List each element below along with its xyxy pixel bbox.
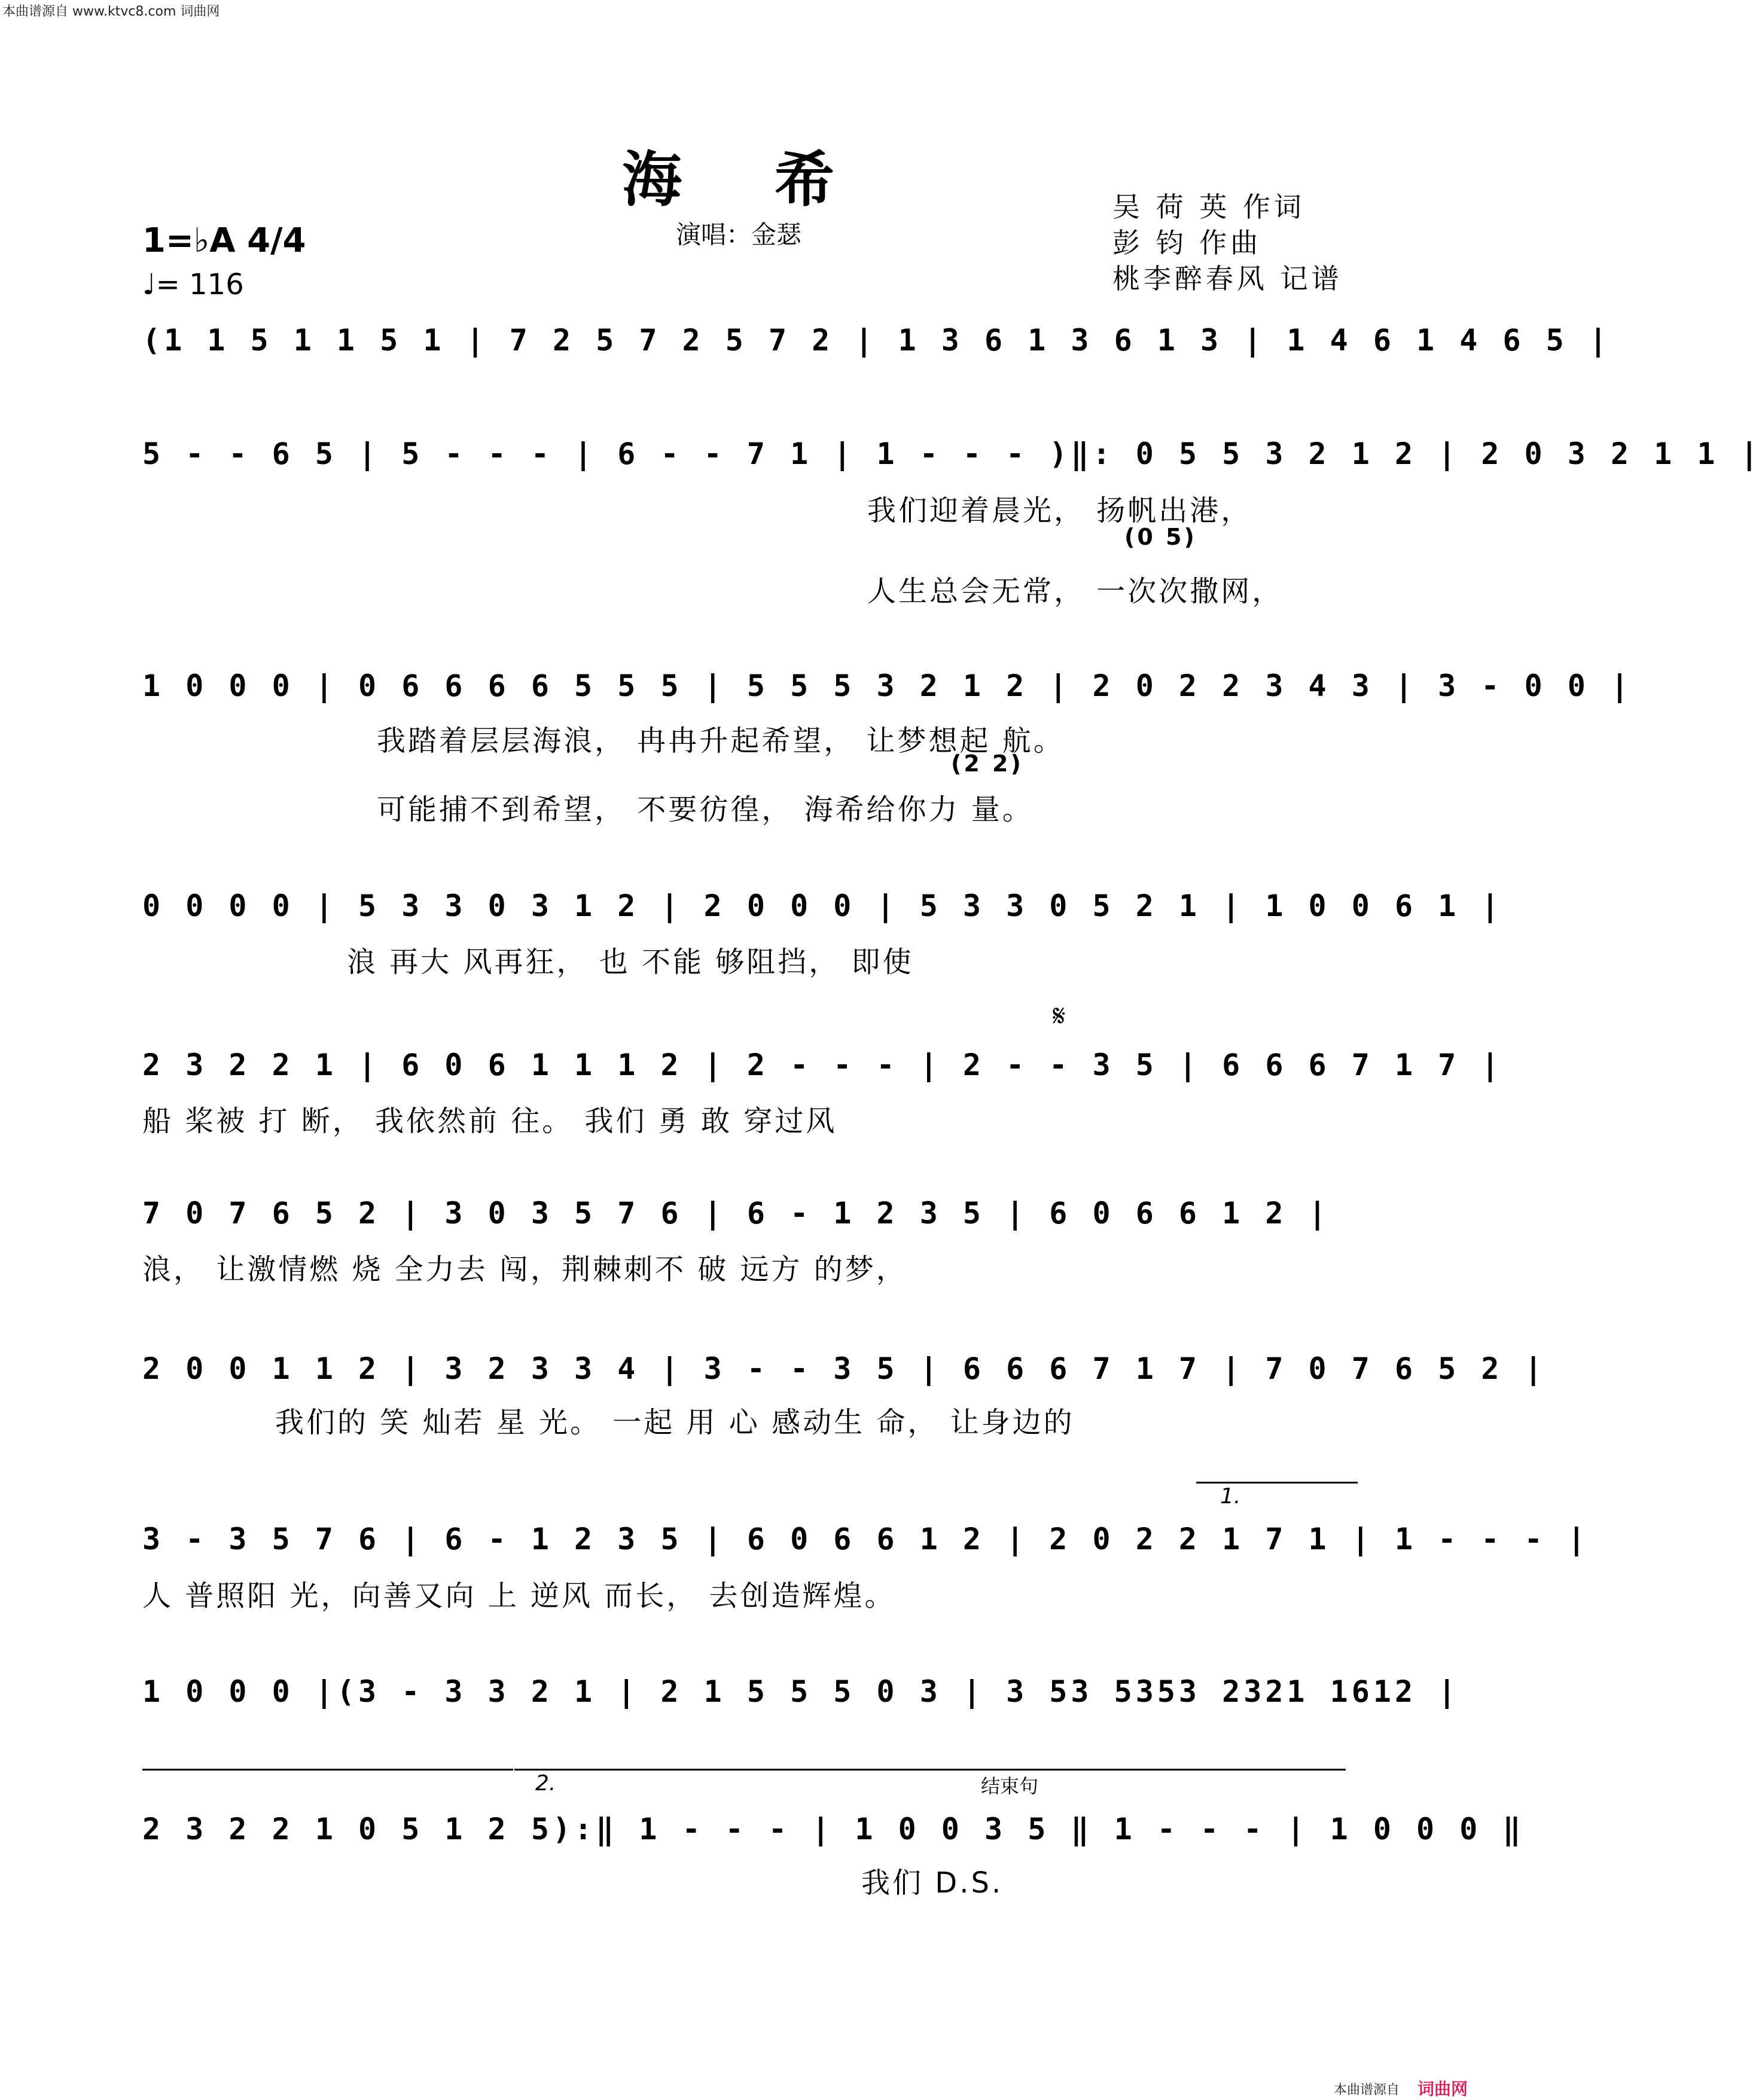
lyric-line-2b: 人生总会无常， 一次次撒网， bbox=[867, 575, 1284, 608]
score-line-8: 3 - 3 5 7 6 | 6 - 1 2 3 5 | 6 0 6 6 1 2 | 2 0 2 2 1 7 1 | 1 - - - | bbox=[142, 1522, 1589, 1556]
second-ending-label: 2. bbox=[535, 1771, 556, 1796]
repeat-bracket-main bbox=[142, 1769, 513, 1771]
score-line-2: 5 - - 6 5 | 5 - - - | 6 - - 7 1 | 1 - - - )‖: 0 5 5 3 2 1 2 | 2 0 3 2 1 1 | bbox=[142, 437, 1762, 471]
coda-bracket bbox=[957, 1769, 1346, 1771]
lyric-line-6: 浪， 让激情燃 烧 全力去 闯，荆棘刺不 破 远方 的梦， bbox=[142, 1253, 907, 1286]
first-ending-bracket bbox=[1196, 1482, 1358, 1484]
lyric-line-2-alt: (0 5) bbox=[1124, 524, 1197, 550]
watermark-bottom: 本曲谱源自 bbox=[1334, 2083, 1400, 2098]
lyric-line-5: 船 桨被 打 断， 我依然前 往。 我们 勇 敢 穿过风 bbox=[142, 1104, 837, 1138]
segno-sign: 𝄋 bbox=[1053, 999, 1066, 1033]
lyric-line-4: 浪 再大 风再狂， 也 不能 够阻挡， 即使 bbox=[347, 945, 914, 979]
transcriber-credit: 桃李醉春风 记谱 bbox=[1112, 262, 1343, 295]
second-ending-bracket bbox=[514, 1769, 957, 1771]
song-title: 海 希 bbox=[622, 144, 870, 215]
tempo-marking: ♩= 116 bbox=[142, 268, 244, 301]
brand-logo: 词曲网 bbox=[1417, 2079, 1468, 2099]
score-line-7: 2 0 0 1 1 2 | 3 2 3 3 4 | 3 - - 3 5 | 6 6 6 7 1 7 | 7 0 7 6 5 2 | bbox=[142, 1351, 1546, 1386]
singer-credit: 演唱：金瑟 bbox=[676, 220, 802, 249]
lyricist-credit: 吴 荷 英 作词 bbox=[1112, 191, 1305, 223]
score-line-4: 0 0 0 0 | 5 3 3 0 3 1 2 | 2 0 0 0 | 5 3 3 0 5 2 1 | 1 0 0 6 1 | bbox=[142, 889, 1503, 923]
score-line-6: 7 0 7 6 5 2 | 3 0 3 5 7 6 | 6 - 1 2 3 5 | 6 0 6 6 1 2 | bbox=[142, 1196, 1330, 1231]
lyric-line-3a: 我踏着层层海浪， 冉冉升起希望， 让梦想起 航。 bbox=[377, 724, 1065, 758]
lyric-line-7: 我们的 笑 灿若 星 光。 一起 用 心 感动生 命， 让身边的 bbox=[275, 1406, 1075, 1439]
score-line-5: 2 3 2 2 1 | 6 0 6 1 1 1 2 | 2 - - - | 2 - - 3 5 | 6 6 6 7 1 7 | bbox=[142, 1048, 1503, 1082]
first-ending-label: 1. bbox=[1220, 1484, 1241, 1509]
lyric-line-3b: 可能捕不到希望， 不要彷徨， 海希给你力 量。 bbox=[377, 793, 1034, 826]
coda-label: 结束句 bbox=[981, 1775, 1039, 1797]
lyric-line-8: 人 普照阳 光，向善又向 上 逆风 而长， 去创造辉煌。 bbox=[142, 1579, 896, 1613]
lyric-line-10: 我们 D.S. bbox=[861, 1866, 1004, 1900]
lyric-line-2a: 我们迎着晨光， 扬帆出港， bbox=[867, 494, 1252, 527]
lyric-line-3-alt: (2 2) bbox=[951, 750, 1023, 777]
composer-credit: 彭 钧 作曲 bbox=[1112, 227, 1262, 259]
key-signature: 1=♭A 4/4 bbox=[142, 221, 306, 260]
score-line-9: 1 0 0 0 |(3 - 3 3 2 1 | 2 1 5 5 5 0 3 | 3 53 5353 2321 1612 | bbox=[142, 1674, 1460, 1709]
score-line-3: 1 0 0 0 | 0 6 6 6 6 5 5 5 | 5 5 5 3 2 1 2 | 2 0 2 2 3 4 3 | 3 - 0 0 | bbox=[142, 669, 1633, 703]
watermark-top: 本曲谱源自 www.ktvc8.com 词曲网 bbox=[2, 4, 220, 19]
score-line-1: (1 1 5 1 1 5 1 | 7 2 5 7 2 5 7 2 | 1 3 6 1 3 6 1 3 | 1 4 6 1 4 6 5 | bbox=[142, 323, 1611, 358]
score-line-10: 2 3 2 2 1 0 5 1 2 5):‖ 1 - - - | 1 0 0 3 5 ‖ 1 - - - | 1 0 0 0 ‖ bbox=[142, 1812, 1525, 1846]
